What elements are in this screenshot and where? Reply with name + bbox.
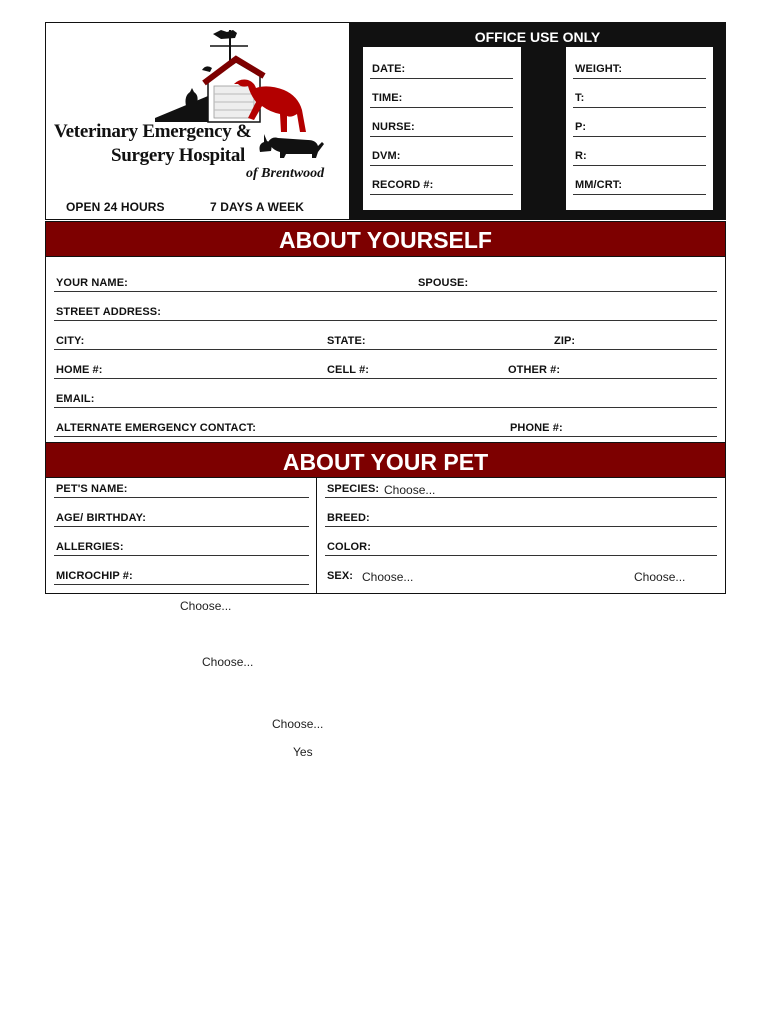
- office-right-input-0[interactable]: [573, 78, 706, 79]
- sex-select-secondary[interactable]: Choose...: [634, 570, 686, 584]
- cell-phone-label: CELL #:: [327, 364, 370, 376]
- office-left-input-2[interactable]: [370, 136, 513, 137]
- email-input[interactable]: [54, 407, 717, 408]
- stray-choose-1[interactable]: Choose...: [180, 599, 232, 613]
- species-label: SPECIES:: [327, 483, 380, 495]
- open-hours: OPEN 24 HOURS: [66, 200, 165, 214]
- street-address-input[interactable]: [54, 320, 717, 321]
- about-yourself-band: [45, 221, 726, 257]
- city-label: CITY:: [56, 335, 85, 347]
- microchip-label: MICROCHIP #:: [56, 570, 133, 582]
- alt-contact-label: ALTERNATE EMERGENCY CONTACT:: [56, 422, 256, 434]
- pets-name-input[interactable]: [54, 497, 309, 498]
- spouse-label: SPOUSE:: [418, 277, 469, 289]
- city-state-zip-input[interactable]: [54, 349, 717, 350]
- hospital-name-line2: Surgery Hospital: [111, 145, 246, 166]
- office-right-label-1: T:: [575, 92, 585, 104]
- hospital-name-line1: Veterinary Emergency &: [54, 121, 252, 142]
- sex-label: SEX:: [327, 570, 354, 582]
- office-right-input-2[interactable]: [573, 136, 706, 137]
- office-right-input-3[interactable]: [573, 165, 706, 166]
- about-pet-band: [45, 442, 726, 478]
- office-right-input-4[interactable]: [573, 194, 706, 195]
- about-yourself-title: ABOUT YOURSELF: [279, 227, 492, 253]
- stray-choose-3[interactable]: Choose...: [272, 717, 324, 731]
- color-label: COLOR:: [327, 541, 371, 553]
- alt-contact-input[interactable]: [54, 436, 717, 437]
- street-address-label: STREET ADDRESS:: [56, 306, 161, 318]
- office-left-input-1[interactable]: [370, 107, 513, 108]
- color-input[interactable]: [325, 555, 717, 556]
- office-right-label-0: WEIGHT:: [575, 63, 623, 75]
- office-left-label-1: TIME:: [372, 92, 403, 104]
- office-use-title: OFFICE USE ONLY: [474, 29, 601, 45]
- office-left-input-3[interactable]: [370, 165, 513, 166]
- species-select[interactable]: Choose...: [384, 483, 436, 497]
- stray-yes[interactable]: Yes: [293, 745, 313, 759]
- office-left-label-4: RECORD #:: [372, 179, 434, 191]
- phone-numbers-input[interactable]: [54, 378, 717, 379]
- your-name-input[interactable]: [54, 291, 717, 292]
- home-phone-label: HOME #:: [56, 364, 103, 376]
- office-left-label-0: DATE:: [372, 63, 406, 75]
- email-label: EMAIL:: [56, 393, 95, 405]
- pets-name-label: PET'S NAME:: [56, 483, 128, 495]
- breed-label: BREED:: [327, 512, 370, 524]
- office-right-input-1[interactable]: [573, 107, 706, 108]
- office-left-label-2: NURSE:: [372, 121, 415, 133]
- allergies-label: ALLERGIES:: [56, 541, 124, 553]
- stray-choose-2[interactable]: Choose...: [202, 655, 254, 669]
- microchip-input[interactable]: [54, 584, 309, 585]
- hospital-name-line3: of Brentwood: [246, 166, 325, 181]
- about-pet-title: ABOUT YOUR PET: [282, 449, 489, 475]
- species-underline: [325, 497, 717, 498]
- zip-label: ZIP:: [554, 335, 576, 347]
- allergies-input[interactable]: [54, 555, 309, 556]
- office-right-label-4: MM/CRT:: [575, 179, 623, 191]
- office-right-label-2: P:: [575, 121, 587, 133]
- your-name-label: YOUR NAME:: [56, 277, 128, 289]
- sex-select[interactable]: Choose...: [362, 570, 414, 584]
- state-label: STATE:: [327, 335, 366, 347]
- other-phone-label: OTHER #:: [508, 364, 561, 376]
- breed-input[interactable]: [325, 526, 717, 527]
- office-left-input-0[interactable]: [370, 78, 513, 79]
- office-right-label-3: R:: [575, 150, 587, 162]
- about-pet-divider: [316, 477, 317, 594]
- alt-phone-label: PHONE #:: [510, 422, 563, 434]
- office-left-input-4[interactable]: [370, 194, 513, 195]
- age-birthday-label: AGE/ BIRTHDAY:: [56, 512, 147, 524]
- age-birthday-input[interactable]: [54, 526, 309, 527]
- office-left-label-3: DVM:: [372, 150, 401, 162]
- open-days: 7 DAYS A WEEK: [210, 200, 304, 214]
